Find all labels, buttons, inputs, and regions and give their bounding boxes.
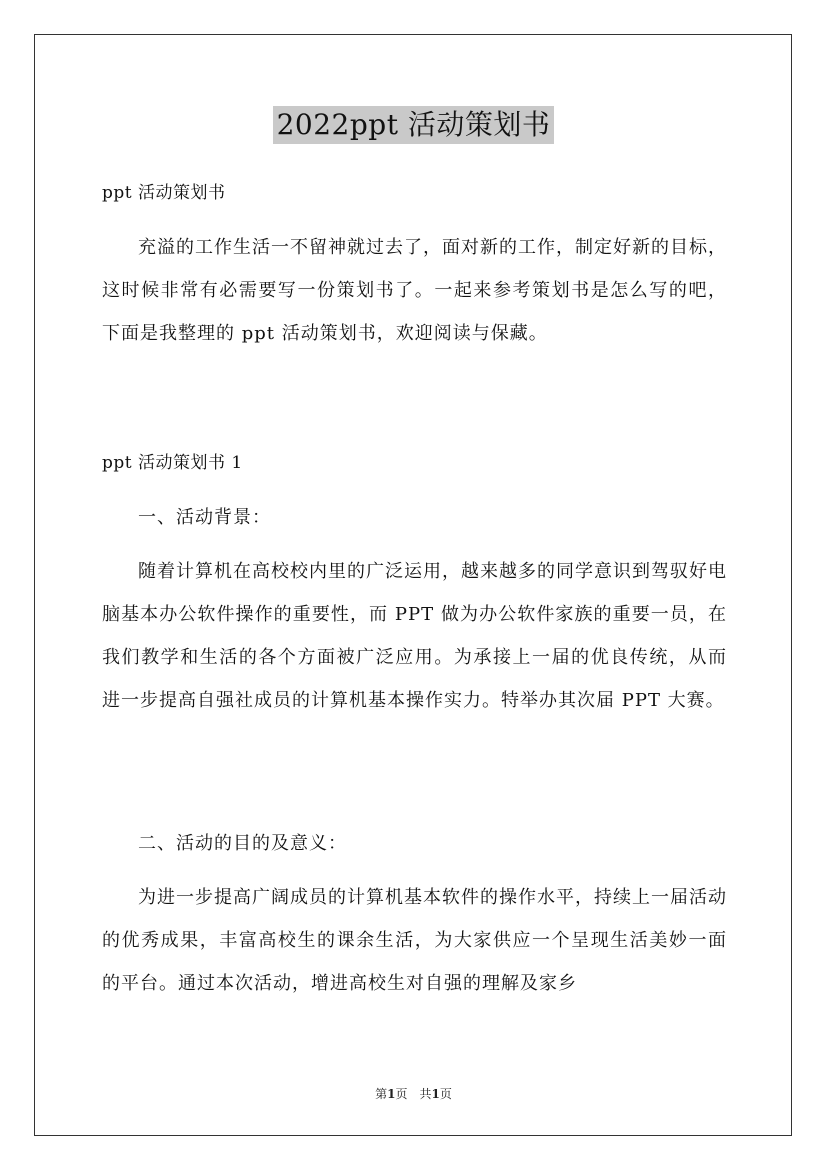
purpose-paragraph: 为进一步提高广阔成员的计算机基本软件的操作水平，持续上一届活动的优秀成果，丰富高校生的课余生活，为大家供应一个呈现生活美妙一面的平台。通过本次活动，增进高校生对自强的理解及家乡 bbox=[102, 887, 727, 994]
background-paragraph: 随着计算机在高校校内里的广泛运用，越来越多的同学意识到驾驭好电脑基本办公软件操作的重要性，而 PPT 做为办公软件家族的重要一员，在我们教学和生活的各个方面被广泛应用。为承接上一届的优良传统，从而进一步提高自强社成员的计算机基本操作实力。特举办其次届 PPT 大赛。 bbox=[102, 561, 727, 711]
footer-page-number: 1 bbox=[387, 1087, 396, 1101]
section-heading-purpose: 二、活动的目的及意义： bbox=[138, 833, 347, 854]
page-footer bbox=[0, 1086, 827, 1102]
footer-page-prefix: 第 bbox=[375, 1087, 388, 1101]
document-title-text: 2022ppt 活动策划书 bbox=[273, 106, 555, 144]
document-subtitle: ppt 活动策划书 bbox=[102, 183, 226, 203]
footer-page-suffix: 页 bbox=[439, 1087, 452, 1101]
intro-paragraph: 充溢的工作生活一不留神就过去了，面对新的工作，制定好新的目标，这时候非常有必需要写一份策划书了。一起来参考策划书是怎么写的吧，下面是我整理的 ppt 活动策划书，欢迎阅读与保藏。 bbox=[102, 237, 727, 344]
section-heading-background: 一、活动背景： bbox=[138, 507, 271, 528]
section-title: ppt 活动策划书 1 bbox=[102, 453, 243, 473]
document-title bbox=[0, 104, 827, 144]
footer-page-mid: 页 共 bbox=[395, 1087, 432, 1101]
footer-page-total: 1 bbox=[431, 1087, 440, 1101]
